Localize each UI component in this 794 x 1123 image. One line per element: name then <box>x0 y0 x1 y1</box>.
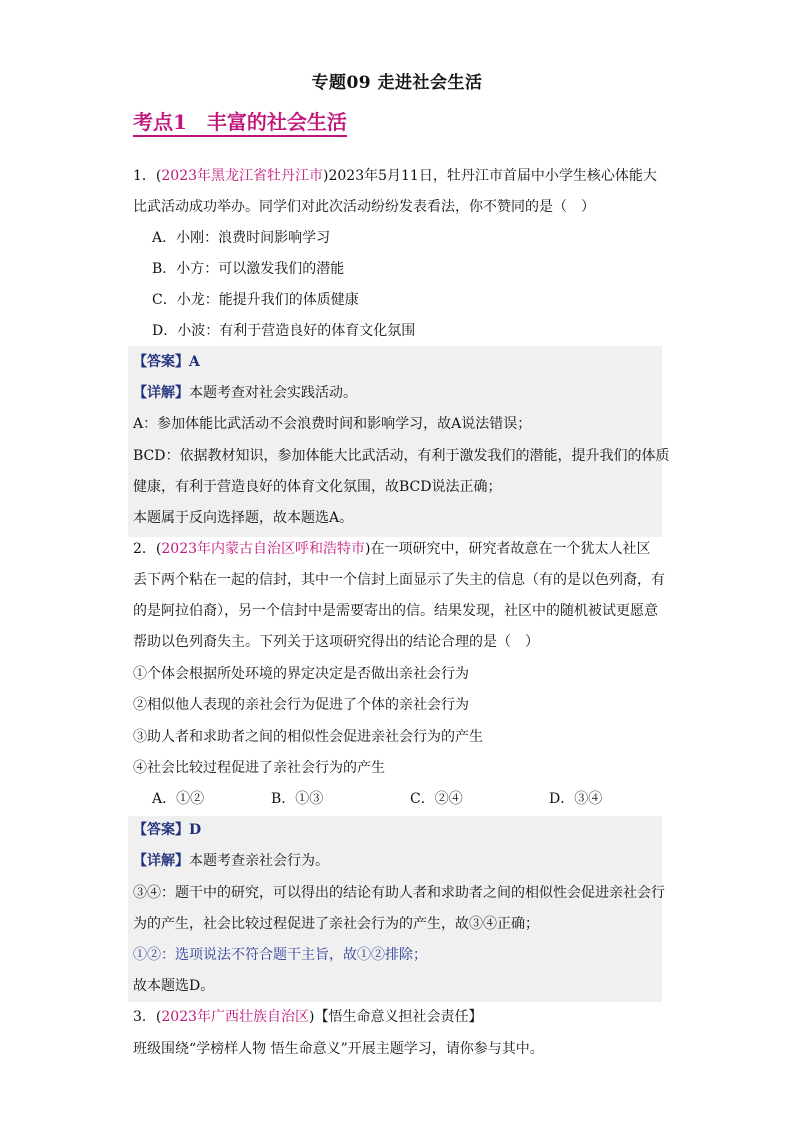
question-2-detail-line-1: ③④：题干中的研究，可以得出的结论有助人者和求助者之间的相似性会促进亲社会行 <box>133 885 665 901</box>
question-2-line-2: 丢下两个粘在一起的信封，其中一个信封上面显示了失主的信息（有的是以色列裔，有 <box>133 572 665 588</box>
question-2-source: 2023年内蒙古自治区呼和浩特市 <box>161 541 366 557</box>
question-1-detail-line-2: BCD：依据教材知识，参加体能大比武活动，有利于激发我们的潜能，提升我们的体质 <box>133 448 670 464</box>
question-3-line-1: 3．(2023年广西壮族自治区)【悟生命意义担社会责任】 <box>133 1009 483 1025</box>
question-2-answer: 【答案】D <box>133 822 202 838</box>
question-2-detail-line-4: 故本题选D。 <box>133 978 215 994</box>
question-2-detail-line-2: 为的产生，社会比较过程促进了亲社会行为的产生，故③④正确； <box>133 916 539 932</box>
question-1-detail-line-4: 本题属于反向选择题，故本题选A。 <box>133 510 354 526</box>
question-1-option-b: B．小方：可以激发我们的潜能 <box>152 261 345 277</box>
question-1-line-1: 1．(2023年黑龙江省牡丹江市)2023年5月11日，牡丹江市首届中小学生核心体能大 <box>133 168 657 184</box>
question-2-statement-2: ②相似他人表现的亲社会行为促进了个体的亲社会行为 <box>133 697 469 713</box>
question-2-statement-4: ④社会比较过程促进了亲社会行为的产生 <box>133 760 385 776</box>
question-1-line-2: 比武活动成功举办。同学们对此次活动纷纷发表看法，你不赞同的是（ ） <box>133 199 595 215</box>
question-2-option-d: D．③④ <box>549 791 603 807</box>
question-2-detail: 【详解】本题考查亲社会行为。 <box>133 853 329 869</box>
question-1-detail-line-1: A：参加体能比武活动不会浪费时间和影响学习，故A说法错误； <box>133 416 532 432</box>
question-2-line-4: 帮助以色列裔失主。下列关于这项研究得出的结论合理的是（ ） <box>133 634 539 650</box>
section-heading: 考点1 丰富的社会生活 <box>133 110 347 137</box>
question-1-option-d: D．小波：有利于营造良好的体育文化氛围 <box>152 323 416 339</box>
question-1-option-c: C．小龙：能提升我们的体质健康 <box>152 292 359 308</box>
question-2-statement-1: ①个体会根据所处环境的界定决定是否做出亲社会行为 <box>133 666 469 682</box>
question-1-option-a: A．小刚：浪费时间影响学习 <box>152 230 331 246</box>
question-2-line-3: 的是阿拉伯裔），另一个信封中是需要寄出的信。结果发现，社区中的随机被试更愿意 <box>133 603 658 619</box>
question-2-statement-3: ③助人者和求助者之间的相似性会促进亲社会行为的产生 <box>133 729 483 745</box>
question-2-option-a: A．①② <box>152 791 205 807</box>
question-1-source: 2023年黑龙江省牡丹江市 <box>161 168 324 184</box>
question-1-detail-line-3: 健康，有利于营造良好的体育文化氛围，故BCD说法正确； <box>133 479 502 495</box>
question-2-option-c: C．②④ <box>410 791 463 807</box>
question-1-answer: 【答案】A <box>133 354 200 370</box>
question-2-answer-panel <box>128 816 662 1002</box>
question-2-option-b: B．①③ <box>271 791 324 807</box>
question-2-line-1: 2．(2023年内蒙古自治区呼和浩特市)在一项研究中，研究者故意在一个犹太人社区 <box>133 541 651 557</box>
question-3-source: 2023年广西壮族自治区 <box>161 1009 310 1025</box>
question-1-detail: 【详解】本题考查对社会实践活动。 <box>133 385 357 401</box>
question-3-line-2: 班级围绕“学榜样人物 悟生命意义”开展主题学习，请你参与其中。 <box>133 1041 544 1057</box>
question-2-detail-line-3: ①②：选项说法不符合题干主旨，故①②排除； <box>133 947 427 963</box>
page-title: 专题09 走进社会生活 <box>311 73 483 93</box>
